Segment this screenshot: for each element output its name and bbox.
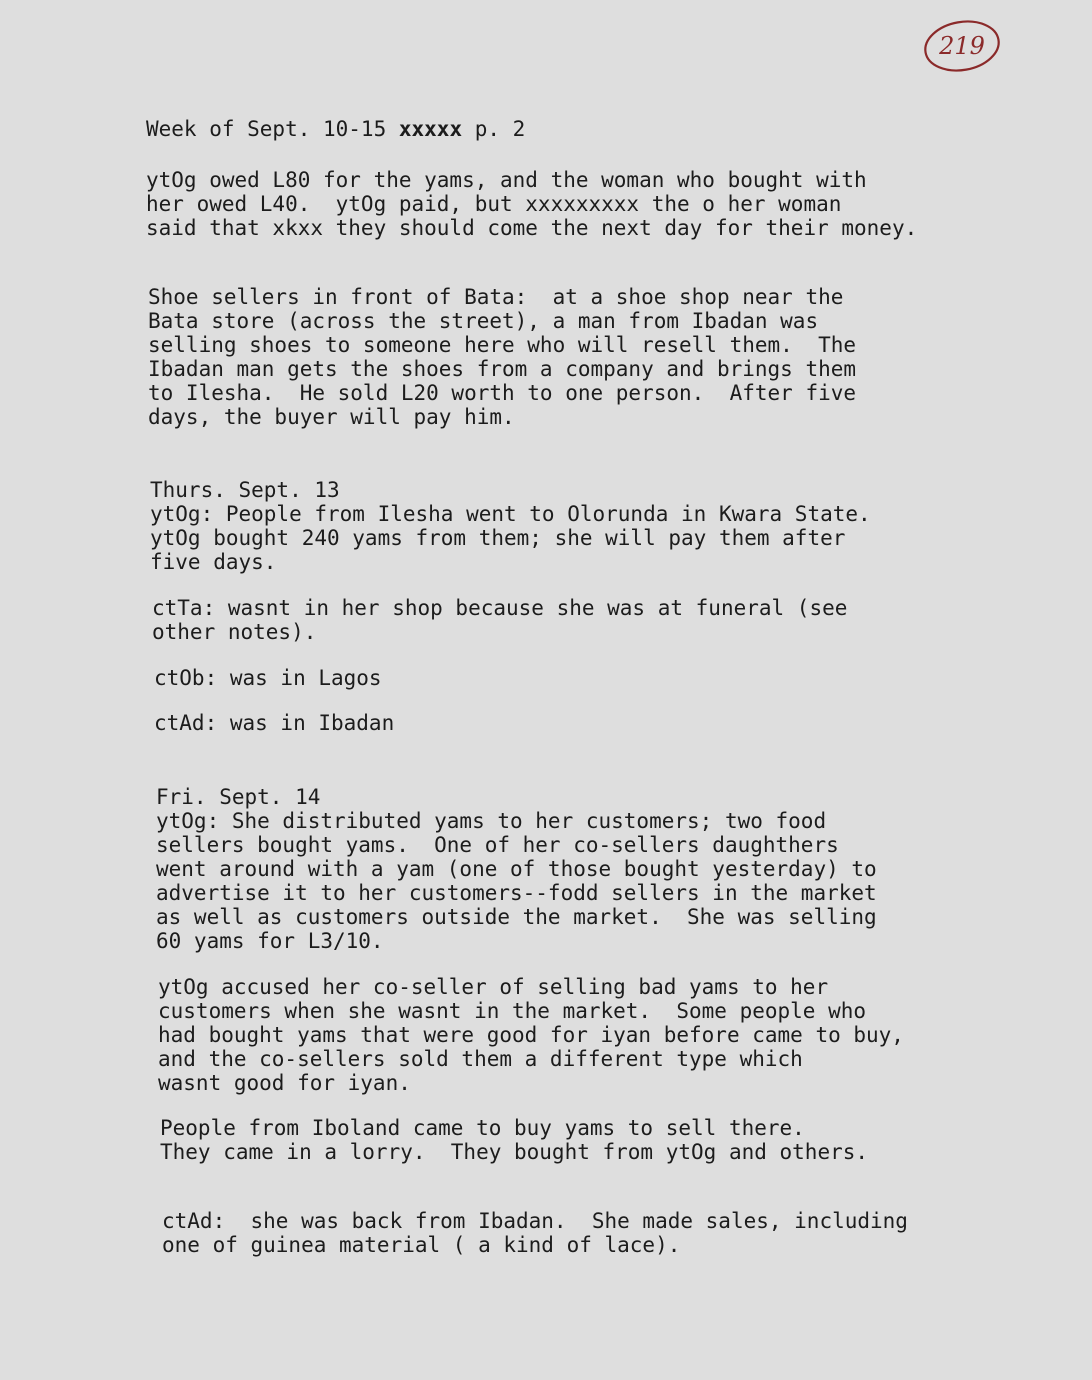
thurs-heading: Thurs. Sept. 13 [150, 478, 340, 502]
ctta-line-2: other notes). [152, 620, 317, 644]
fri-p1-line-4: advertise it to her customers--fodd sellers in the market [156, 881, 877, 905]
fri-p3-line-1: People from Iboland came to buy yams to sell there. [160, 1116, 805, 1140]
fri-p1-line-6: 60 yams for L3/10. [156, 929, 384, 953]
header-strikeout: xxxxx [398, 117, 463, 141]
handwritten-page-number [922, 18, 1002, 74]
fri-p1-line-1: ytOg: She distributed yams to her customers; two food [156, 809, 827, 833]
page-header [146, 117, 525, 141]
p1-line-1: ytOg owed L80 for the yams, and the woman who bought with [146, 168, 867, 192]
p1-line-3: said that xkxx they should come the next day for their money. [146, 216, 918, 240]
header-page: p. 2 [474, 117, 526, 141]
p2-line-5: to Ilesha. He sold L20 worth to one person. After five [148, 381, 857, 405]
p2-line-2: Bata store (across the street), a man from Ibadan was [148, 309, 819, 333]
p2-line-1: Shoe sellers in front of Bata: at a shoe shop near the [148, 285, 844, 309]
page-number-text: 219 [939, 32, 985, 60]
fri-p1-line-5: as well as customers outside the market. She was selling [156, 905, 877, 929]
fri-p4-line-2: one of guinea material ( a kind of lace). [162, 1233, 681, 1257]
fri-p2-line-2: customers when she wasnt in the market. Some people who [158, 999, 867, 1023]
p2-line-4: Ibadan man gets the shoes from a company and brings them [148, 357, 857, 381]
fri-p2-line-4: and the co-sellers sold them a different type which [158, 1047, 803, 1071]
p2-line-3: selling shoes to someone here who will resell them. The [148, 333, 857, 357]
p1-line-2: her owed L40. ytOg paid, but xxxxxxxxx the o her woman [146, 192, 842, 216]
thurs-line-2: ytOg bought 240 yams from them; she will pay them after [150, 526, 846, 550]
thurs-line-1: ytOg: People from Ilesha went to Olorunda in Kwara State. [150, 502, 871, 526]
fri-heading: Fri. Sept. 14 [156, 785, 321, 809]
fri-p2-line-5: wasnt good for iyan. [158, 1071, 411, 1095]
fri-p3-line-2: They came in a lorry. They bought from ytOg and others. [160, 1140, 869, 1164]
header-title: Week of Sept. 10-15 [146, 117, 387, 141]
ctob-line: ctOb: was in Lagos [154, 666, 382, 690]
fri-p1-line-2: sellers bought yams. One of her co-sellers daughthers [156, 833, 839, 857]
thurs-line-3: five days. [150, 550, 277, 574]
fri-p4-line-1: ctAd: she was back from Ibadan. She made sales, including [162, 1209, 908, 1233]
p2-line-6: days, the buyer will pay him. [148, 405, 515, 429]
ctta-line-1: ctTa: wasnt in her shop because she was at funeral (see [152, 596, 848, 620]
fri-p1-line-3: went around with a yam (one of those bought yesterday) to [156, 857, 877, 881]
fri-p2-line-3: had bought yams that were good for iyan before came to buy, [158, 1023, 904, 1047]
ctad-line: ctAd: was in Ibadan [154, 711, 395, 735]
fri-p2-line-1: ytOg accused her co-seller of selling bad yams to her [158, 975, 829, 999]
